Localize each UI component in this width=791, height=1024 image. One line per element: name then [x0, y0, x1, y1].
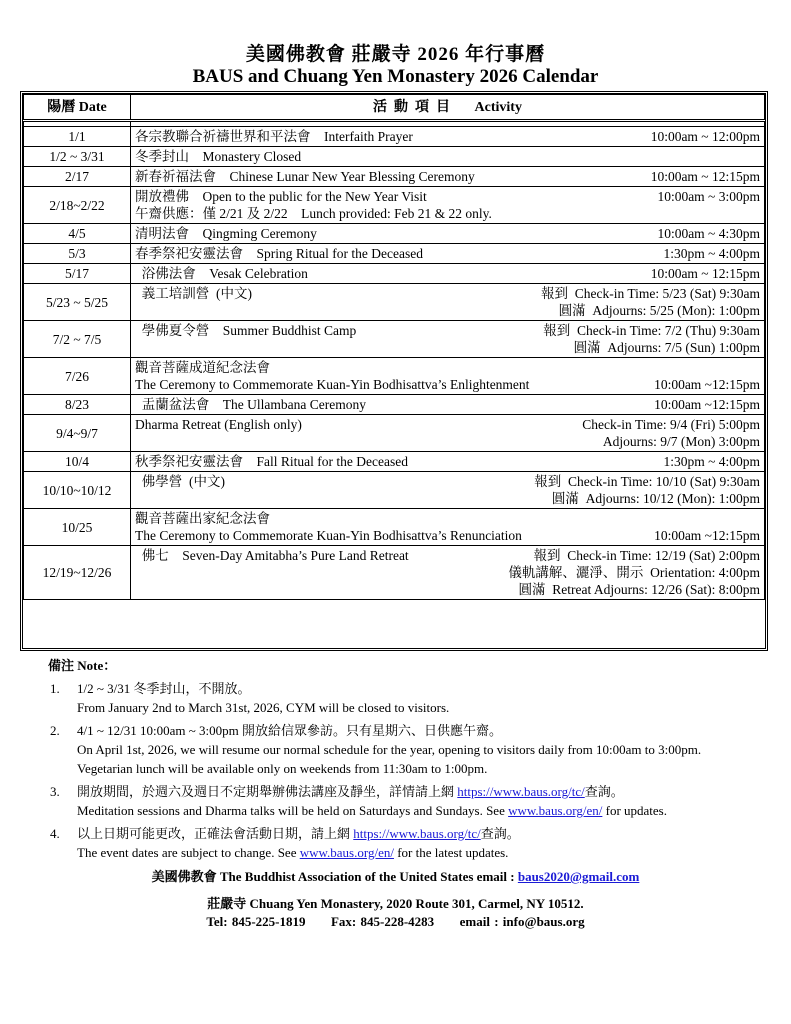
page-title-english: BAUS and Chuang Yen Monastery 2026 Calendar	[192, 66, 599, 87]
activity-line	[135, 376, 760, 393]
activity-line	[135, 416, 760, 433]
note-line: Meditation sessions and Dharma talks will be held on Saturdays and Sundays. See www.baus.org/en/ for updates.	[77, 803, 667, 818]
activity-line	[135, 453, 760, 470]
activity-time: 報到 Check-in Time: 12/19 (Sat) 2:00pm	[533, 548, 760, 563]
activity-name: 佛七 Seven-Day Amitabha’s Pure Land Retreat	[135, 548, 409, 563]
event-date: 1/1	[24, 127, 131, 147]
table-row	[24, 224, 765, 244]
footer-line-address: 莊嚴寺 Chuang Yen Monastery, 2020 Route 301, Carmel, NY 10512.	[207, 896, 584, 911]
activity-time: 10:00am ~ 4:30pm	[657, 226, 760, 241]
activity-line	[135, 188, 760, 205]
note-line: 4/1 ~ 12/31 10:00am ~ 3:00pm 開放給信眾參訪。只有星期六、日供應午齋。	[77, 723, 503, 738]
note-item	[50, 824, 770, 862]
activity-name: The Ceremony to Commemorate Kuan-Yin Bodhisattva’s Renunciation	[135, 528, 522, 543]
note-item	[50, 782, 770, 820]
website-link[interactable]: https://www.baus.org/tc/	[353, 826, 481, 841]
activity-line	[135, 527, 760, 544]
activity-line	[135, 564, 760, 581]
event-activity	[131, 358, 765, 395]
activity-time: Adjourns: 9/7 (Mon) 3:00pm	[602, 434, 760, 449]
event-activity	[131, 167, 765, 187]
event-date: 8/23	[24, 395, 131, 415]
activity-time: 儀軌講解、灑淨、開示 Orientation: 4:00pm	[508, 565, 760, 580]
activity-line	[135, 581, 760, 598]
table-row	[24, 264, 765, 284]
note-line: 開放期間，於週六及週日不定期舉辦佛法講座及靜坐，詳情請上網 https://www.baus.org/tc/查詢。	[77, 784, 624, 799]
table-row	[24, 167, 765, 187]
activity-name: Dharma Retreat (English only)	[135, 417, 302, 432]
activity-time: 圓滿 Adjourns: 10/12 (Mon): 1:00pm	[551, 491, 760, 506]
activity-time: 圓滿 Adjourns: 5/25 (Mon): 1:00pm	[558, 303, 760, 318]
event-date: 12/19~12/26	[24, 546, 131, 600]
table-row	[24, 395, 765, 415]
activity-name: 秋季祭祀安靈法會 Fall Ritual for the Deceased	[135, 454, 408, 469]
footer-line-contact: Tel: 845-225-1819 Fax: 845-228-4283 email : info@baus.org	[206, 914, 585, 929]
activity-name: 清明法會 Qingming Ceremony	[135, 226, 317, 241]
note-line: 1/2 ~ 3/31 冬季封山，不開放。	[77, 681, 251, 696]
activity-line	[135, 148, 760, 165]
activity-line	[135, 128, 760, 145]
table-row	[24, 244, 765, 264]
activity-line	[135, 302, 760, 319]
activity-time: 1:30pm ~ 4:00pm	[663, 454, 760, 469]
event-activity	[131, 244, 765, 264]
activity-time: 10:00am ~ 12:00pm	[650, 129, 760, 144]
note-line: 以上日期可能更改，正確法會活動日期，請上網 https://www.baus.org/tc/查詢。	[77, 826, 520, 841]
event-activity	[131, 147, 765, 167]
note-number: 1.	[50, 681, 60, 696]
activity-name: 義工培訓營 (中文)	[135, 286, 252, 301]
note-body	[77, 721, 770, 778]
calendar-table	[20, 91, 768, 651]
event-activity	[131, 415, 765, 452]
event-activity	[131, 509, 765, 546]
table-row	[24, 452, 765, 472]
activity-time: 10:00am ~ 3:00pm	[657, 189, 760, 204]
events-table	[23, 94, 765, 600]
activity-time: 10:00am ~12:15pm	[654, 377, 760, 392]
activity-line	[135, 225, 760, 242]
event-activity	[131, 264, 765, 284]
activity-name: 春季祭祀安靈法會 Spring Ritual for the Deceased	[135, 246, 423, 261]
event-date: 2/18~2/22	[24, 187, 131, 224]
footer-association-text: 美國佛教會 The Buddhist Association of the United States email :	[151, 869, 518, 884]
table-row	[24, 415, 765, 452]
note-number: 3.	[50, 784, 60, 799]
activity-time: 10:00am ~ 12:15pm	[650, 266, 760, 281]
event-date: 9/4~9/7	[24, 415, 131, 452]
activity-line	[135, 168, 760, 185]
activity-line	[135, 285, 760, 302]
note-body	[77, 824, 770, 862]
activity-name: 盂蘭盆法會 The Ullambana Ceremony	[135, 397, 366, 412]
activity-name: 觀音菩薩出家紀念法會	[135, 511, 270, 526]
note-body	[77, 782, 770, 820]
event-date: 10/25	[24, 509, 131, 546]
event-date: 7/2 ~ 7/5	[24, 321, 131, 358]
activity-name: 開放禮佛 Open to the public for the New Year Visit	[135, 189, 427, 204]
event-date: 5/17	[24, 264, 131, 284]
note-line: Vegetarian lunch will be available only on weekends from 11:30am to 1:00pm.	[77, 761, 488, 776]
activity-time: 10:00am ~12:15pm	[654, 397, 760, 412]
event-date: 2/17	[24, 167, 131, 187]
table-row	[24, 546, 765, 600]
table-row	[24, 187, 765, 224]
table-row	[24, 284, 765, 321]
note-number: 2.	[50, 723, 60, 738]
event-activity	[131, 472, 765, 509]
activity-line	[135, 339, 760, 356]
activity-line	[135, 490, 760, 507]
table-header-row	[24, 95, 765, 121]
activity-line	[135, 359, 760, 376]
activity-name: 午齋供應：僅 2/21 及 2/22 Lunch provided: Feb 21 & 22 only.	[135, 206, 492, 221]
activity-name: 學佛夏令營 Summer Buddhist Camp	[135, 323, 357, 338]
activity-time: 10:00am ~ 12:15pm	[650, 169, 760, 184]
activity-line	[135, 473, 760, 490]
event-activity	[131, 452, 765, 472]
table-row	[24, 358, 765, 395]
website-link[interactable]: www.baus.org/en/	[508, 803, 603, 818]
footer-line-association	[0, 866, 791, 885]
event-activity	[131, 187, 765, 224]
note-item	[50, 721, 770, 778]
email-link-baus2020[interactable]: baus2020@gmail.com	[517, 869, 640, 884]
table-row	[24, 147, 765, 167]
website-link[interactable]: www.baus.org/en/	[299, 845, 394, 860]
activity-line	[135, 396, 760, 413]
event-activity	[131, 395, 765, 415]
event-date: 5/23 ~ 5/25	[24, 284, 131, 321]
activity-line	[135, 510, 760, 527]
activity-time: Check-in Time: 9/4 (Fri) 5:00pm	[582, 417, 760, 432]
activity-name: 浴佛法會 Vesak Celebration	[135, 266, 308, 281]
header-activity: 活 動 項 目 Activity	[131, 95, 765, 121]
table-row	[24, 321, 765, 358]
event-activity	[131, 546, 765, 600]
activity-line	[135, 205, 760, 222]
event-date: 10/10~10/12	[24, 472, 131, 509]
note-line: On April 1st, 2026, we will resume our normal schedule for the year, opening to visitors daily from 10:00am to 3:00pm.	[77, 742, 702, 757]
activity-time: 10:00am ~12:15pm	[654, 528, 760, 543]
activity-name: 冬季封山 Monastery Closed	[135, 149, 302, 164]
event-date: 1/2 ~ 3/31	[24, 147, 131, 167]
event-activity	[131, 127, 765, 147]
notes-heading: 備注 Note：	[48, 658, 117, 673]
table-row	[24, 472, 765, 509]
event-activity	[131, 321, 765, 358]
table-row	[24, 509, 765, 546]
event-activity	[131, 224, 765, 244]
activity-name: 觀音菩薩成道紀念法會	[135, 360, 270, 375]
activity-name: 各宗教聯合祈禱世界和平法會 Interfaith Prayer	[135, 129, 413, 144]
activity-line	[135, 322, 760, 339]
activity-time: 圓滿 Adjourns: 7/5 (Sun) 1:00pm	[573, 340, 760, 355]
website-link[interactable]: https://www.baus.org/tc/	[457, 784, 585, 799]
activity-time: 圓滿 Retreat Adjourns: 12/26 (Sat): 8:00pm	[518, 582, 760, 597]
note-item	[50, 679, 770, 717]
page-title-chinese: 美國佛教會 莊嚴寺 2026 年行事曆	[245, 44, 546, 65]
activity-line	[135, 245, 760, 262]
event-date: 4/5	[24, 224, 131, 244]
note-number: 4.	[50, 826, 60, 841]
note-line: From January 2nd to March 31st, 2026, CYM will be closed to visitors.	[77, 700, 450, 715]
activity-line	[135, 547, 760, 564]
activity-line	[135, 433, 760, 450]
note-line: The event dates are subject to change. See www.baus.org/en/ for the latest updates.	[77, 845, 509, 860]
table-row	[24, 127, 765, 147]
event-activity	[131, 284, 765, 321]
notes-section	[50, 656, 770, 862]
activity-time: 1:30pm ~ 4:00pm	[663, 246, 760, 261]
activity-line	[135, 265, 760, 282]
activity-name: The Ceremony to Commemorate Kuan-Yin Bodhisattva’s Enlightenment	[135, 377, 530, 392]
activity-time: 報到 Check-in Time: 5/23 (Sat) 9:30am	[541, 286, 760, 301]
activity-name: 佛學營 (中文)	[135, 474, 225, 489]
event-date: 5/3	[24, 244, 131, 264]
header-date: 陽曆 Date	[24, 95, 131, 121]
activity-time: 報到 Check-in Time: 7/2 (Thu) 9:30am	[543, 323, 760, 338]
event-date: 10/4	[24, 452, 131, 472]
activity-time: 報到 Check-in Time: 10/10 (Sat) 9:30am	[534, 474, 760, 489]
activity-name: 新春祈福法會 Chinese Lunar New Year Blessing Ceremony	[135, 169, 475, 184]
note-body	[77, 679, 770, 717]
event-date: 7/26	[24, 358, 131, 395]
